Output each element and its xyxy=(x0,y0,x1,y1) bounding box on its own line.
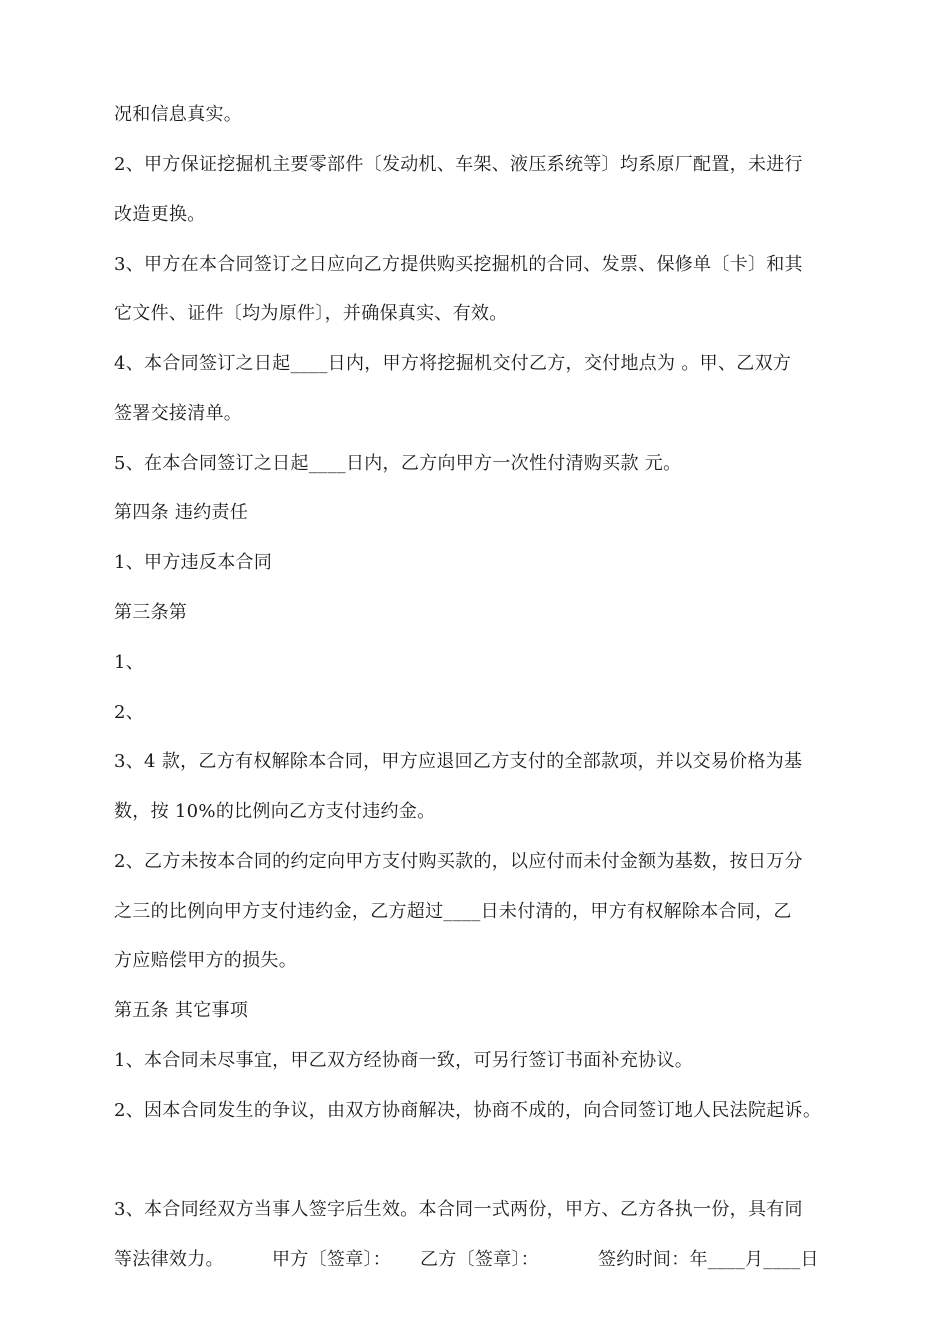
text-line: 1、 xyxy=(114,652,145,673)
signature-row xyxy=(114,1248,819,1272)
text-line: 2、 xyxy=(114,702,145,723)
party-a-signature-label: 甲方〔签章〕： xyxy=(272,1249,392,1270)
party-b-signature-label: 乙方〔签章〕： xyxy=(420,1249,540,1270)
text-line: 签署交接清单。 xyxy=(114,403,243,424)
text-line: 它文件、证件〔均为原件〕，并确保真实、有效。 xyxy=(114,303,508,324)
text-line: 5、在本合同签订之日起____日内，乙方向甲方一次性付清购买款 元。 xyxy=(114,453,682,474)
text-line: 第三条第 xyxy=(114,602,188,623)
section-heading: 第四条 违约责任 xyxy=(114,502,249,523)
text-line: 4、本合同签订之日起____日内，甲方将挖掘机交付乙方，交付地点为 。甲、乙双方 xyxy=(114,353,792,374)
text-line: 2、因本合同发生的争议，由双方协商解决，协商不成的，向合同签订地人民法院起诉。 xyxy=(114,1100,822,1121)
text-line: 1、甲方违反本合同 xyxy=(114,552,273,573)
text-line: 方应赔偿甲方的损失。 xyxy=(114,950,297,971)
text-line: 况和信息真实。 xyxy=(114,104,243,125)
text-line: 3、本合同经双方当事人签字后生效。本合同一式两份，甲方、乙方各执一份，具有同 xyxy=(114,1199,803,1220)
text-line: 之三的比例向甲方支付违约金，乙方超过____日未付清的，甲方有权解除本合同，乙 xyxy=(114,901,792,922)
text-line: 3、4 款，乙方有权解除本合同，甲方应退回乙方支付的全部款项，并以交易价格为基 xyxy=(114,751,803,772)
text-line: 改造更换。 xyxy=(114,204,206,225)
text-line: 2、乙方未按本合同的约定向甲方支付购买款的，以应付而未付金额为基数，按日万分 xyxy=(114,851,803,872)
section-heading: 第五条 其它事项 xyxy=(114,1000,249,1021)
signature-row-text: 等法律效力。 xyxy=(114,1249,224,1270)
text-line: 数，按 10%的比例向乙方支付违约金。 xyxy=(114,801,436,822)
signing-date-label: 签约时间：年____月____日 xyxy=(598,1249,819,1270)
text-line: 1、本合同未尽事宜，甲乙双方经协商一致，可另行签订书面补充协议。 xyxy=(114,1050,694,1071)
text-line: 2、甲方保证挖掘机主要零部件〔发动机、车架、液压系统等〕均系原厂配置，未进行 xyxy=(114,154,803,175)
text-line: 3、甲方在本合同签订之日应向乙方提供购买挖掘机的合同、发票、保修单〔卡〕和其 xyxy=(114,254,803,275)
